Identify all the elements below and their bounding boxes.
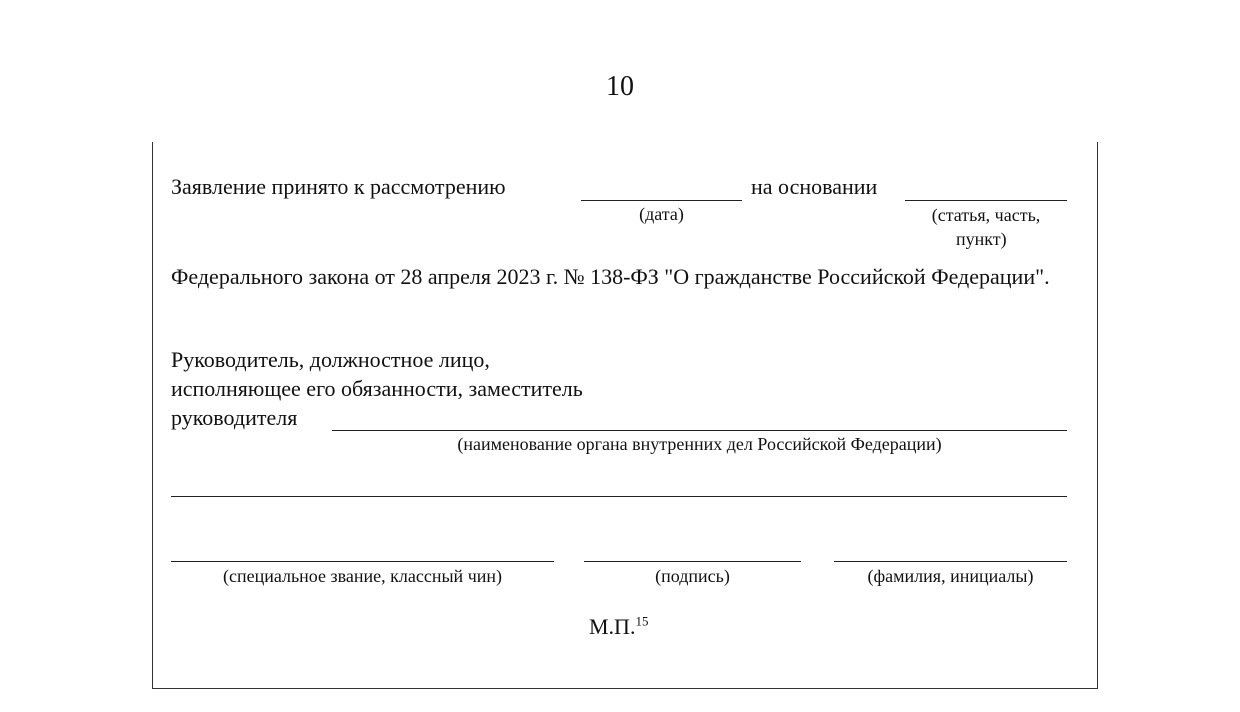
- name-line[interactable]: [834, 561, 1067, 562]
- law-reference-text: Федерального закона от 28 апреля 2023 г. № 138-ФЗ "О гражданстве Российской Федерации".: [171, 264, 1050, 289]
- organ-name-line[interactable]: [332, 430, 1067, 431]
- stamp-place: [589, 612, 648, 642]
- organ-caption: (наименование органа внутренних дел Российской Федерации): [457, 434, 942, 454]
- article-caption-line2: пункт): [956, 229, 1007, 249]
- name-caption: (фамилия, инициалы): [867, 566, 1034, 586]
- footnote-marker[interactable]: 15: [635, 613, 649, 629]
- signature-line[interactable]: [584, 561, 801, 562]
- organ-name-continuation-line[interactable]: [171, 496, 1067, 497]
- signature-caption: (подпись): [655, 566, 730, 586]
- basis-label: на основании: [751, 174, 878, 199]
- rank-caption: (специальное звание, классный чин): [222, 566, 503, 586]
- rank-line[interactable]: [171, 561, 554, 562]
- article-caption-line1: (статья, часть,: [931, 205, 1041, 225]
- date-caption: (дата): [639, 204, 684, 224]
- head-title-line1: Руководитель, должностное лицо,: [171, 347, 490, 372]
- head-title-line3: руководителя: [171, 405, 298, 430]
- head-title-block: [171, 345, 583, 432]
- page-number: 10: [606, 71, 634, 102]
- acceptance-prefix: Заявление принято к рассмотрению: [171, 174, 506, 199]
- article-line[interactable]: [905, 200, 1067, 201]
- stamp-label: М.П.: [589, 614, 636, 639]
- head-title-line2: исполняющее его обязанности, заместитель: [171, 376, 583, 401]
- date-line[interactable]: [581, 200, 742, 201]
